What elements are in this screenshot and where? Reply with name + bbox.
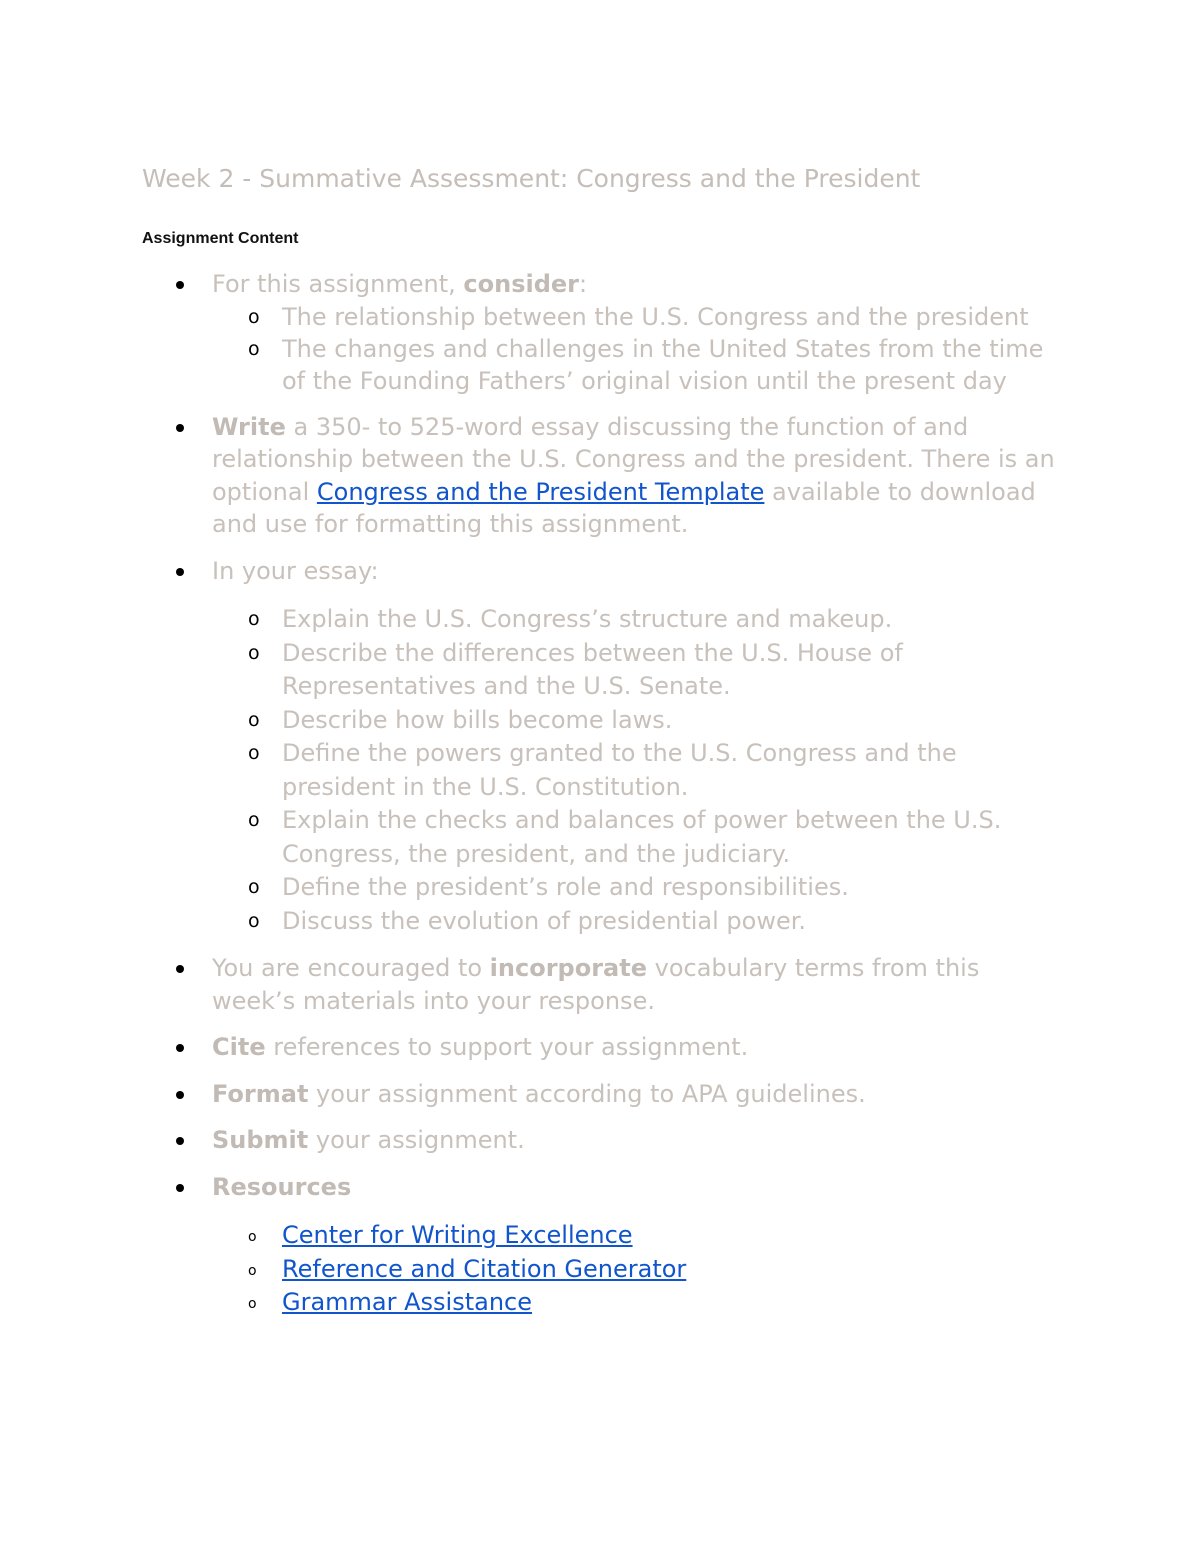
circle-bullet-icon: o: [248, 337, 260, 360]
sub-list-item: [212, 637, 1062, 704]
list-item-format: [142, 1078, 1062, 1111]
essay-label: In your essay:: [212, 556, 379, 585]
circle-bullet-icon: o: [248, 809, 260, 831]
sub-list-item: [212, 603, 1062, 637]
incorporate-suffix: vocabulary terms from this week’s materials into your response.: [212, 954, 980, 1015]
sub-item-text: Explain the checks and balances of power between the U.S. Congress, the president, and the judiciary.: [282, 806, 1002, 868]
sub-list-item: [212, 905, 1062, 939]
bullet-icon: [176, 1091, 184, 1099]
sub-list-item: [212, 704, 1062, 738]
sub-list-item: [212, 1286, 1062, 1320]
sub-item-text: Describe how bills become laws.: [282, 705, 673, 734]
sub-list-item: [212, 737, 1062, 804]
sub-list-item: [212, 1219, 1062, 1253]
resources-bold: Resources: [212, 1172, 352, 1201]
format-suffix: your assignment according to APA guidelines.: [308, 1079, 866, 1108]
circle-bullet-icon: o: [248, 305, 260, 328]
circle-bullet-icon: o: [248, 1229, 257, 1245]
submit-suffix: your assignment.: [308, 1126, 525, 1154]
circle-bullet-icon: o: [248, 742, 260, 764]
bullet-icon: [176, 1044, 184, 1052]
list-item-submit: [142, 1124, 1062, 1157]
sub-item-text: The changes and challenges in the United States from the time of the Founding Fathers’ original vision until the present day: [282, 334, 1044, 395]
incorporate-bold: incorporate: [489, 954, 647, 982]
citation-generator-link[interactable]: Reference and Citation Generator: [282, 1254, 687, 1283]
cite-bold: Cite: [212, 1033, 266, 1061]
sub-item-text: Define the president’s role and responsibilities.: [282, 873, 849, 901]
sub-list-item: [212, 804, 1062, 871]
list-item-write: [142, 411, 1062, 541]
sub-item-text: The relationship between the U.S. Congress and the president: [282, 302, 1029, 331]
resources-sublist: [212, 1219, 1062, 1320]
document-page: [142, 160, 1062, 1334]
sub-list-item: [212, 301, 1062, 333]
submit-bold: Submit: [212, 1126, 309, 1154]
circle-bullet-icon: o: [248, 608, 260, 630]
sub-item-text: Discuss the evolution of presidential power.: [282, 906, 807, 935]
circle-bullet-icon: o: [248, 1262, 257, 1279]
incorporate-prefix: You are encouraged to: [212, 954, 490, 982]
list-item-essay: [142, 555, 1062, 939]
consider-sublist: [212, 301, 1062, 397]
write-text-2: available to download and use for formatting this assignment.: [212, 477, 1036, 538]
essay-sublist: [212, 603, 1062, 938]
write-text-1: a 350- to 525-word essay discussing the function of and relationship between the U.S. Congress and the president. There is an optional: [212, 412, 1055, 506]
bullet-icon: [176, 424, 184, 432]
list-item-consider: [142, 268, 1062, 397]
bullet-icon: [176, 281, 184, 289]
consider-prefix: For this assignment,: [212, 270, 464, 298]
sub-item-text: Define the powers granted to the U.S. Congress and the president in the U.S. Constitution.: [282, 739, 957, 801]
format-bold: Format: [212, 1079, 309, 1108]
consider-suffix: :: [579, 270, 588, 298]
sub-list-item: [212, 1253, 1062, 1287]
circle-bullet-icon: o: [248, 1296, 257, 1312]
bullet-icon: [176, 965, 184, 973]
circle-bullet-icon: o: [248, 641, 260, 664]
list-item-resources: [142, 1171, 1062, 1320]
assignment-list: [142, 268, 1062, 1320]
write-bold: Write: [212, 412, 286, 441]
circle-bullet-icon: o: [248, 708, 260, 731]
list-item-incorporate: [142, 952, 1062, 1017]
grammar-assistance-link[interactable]: Grammar Assistance: [282, 1288, 533, 1316]
consider-bold: consider: [463, 270, 580, 298]
list-item-cite: [142, 1031, 1062, 1064]
sub-item-text: Explain the U.S. Congress’s structure and makeup.: [282, 605, 893, 633]
document-title: Week 2 - Summative Assessment: Congress and the President: [142, 164, 921, 193]
cite-suffix: references to support your assignment.: [265, 1033, 749, 1061]
template-link[interactable]: Congress and the President Template: [316, 477, 765, 506]
bullet-icon: [176, 1137, 184, 1145]
circle-bullet-icon: o: [248, 876, 260, 898]
bullet-icon: [176, 1184, 184, 1192]
section-heading: Assignment Content: [142, 230, 299, 247]
sub-list-item: [212, 333, 1062, 397]
sub-item-text: Describe the differences between the U.S. House of Representatives and the U.S. Senate.: [282, 638, 903, 700]
sub-list-item: [212, 871, 1062, 905]
writing-center-link[interactable]: Center for Writing Excellence: [282, 1221, 633, 1249]
bullet-icon: [176, 568, 184, 576]
circle-bullet-icon: o: [248, 909, 260, 932]
